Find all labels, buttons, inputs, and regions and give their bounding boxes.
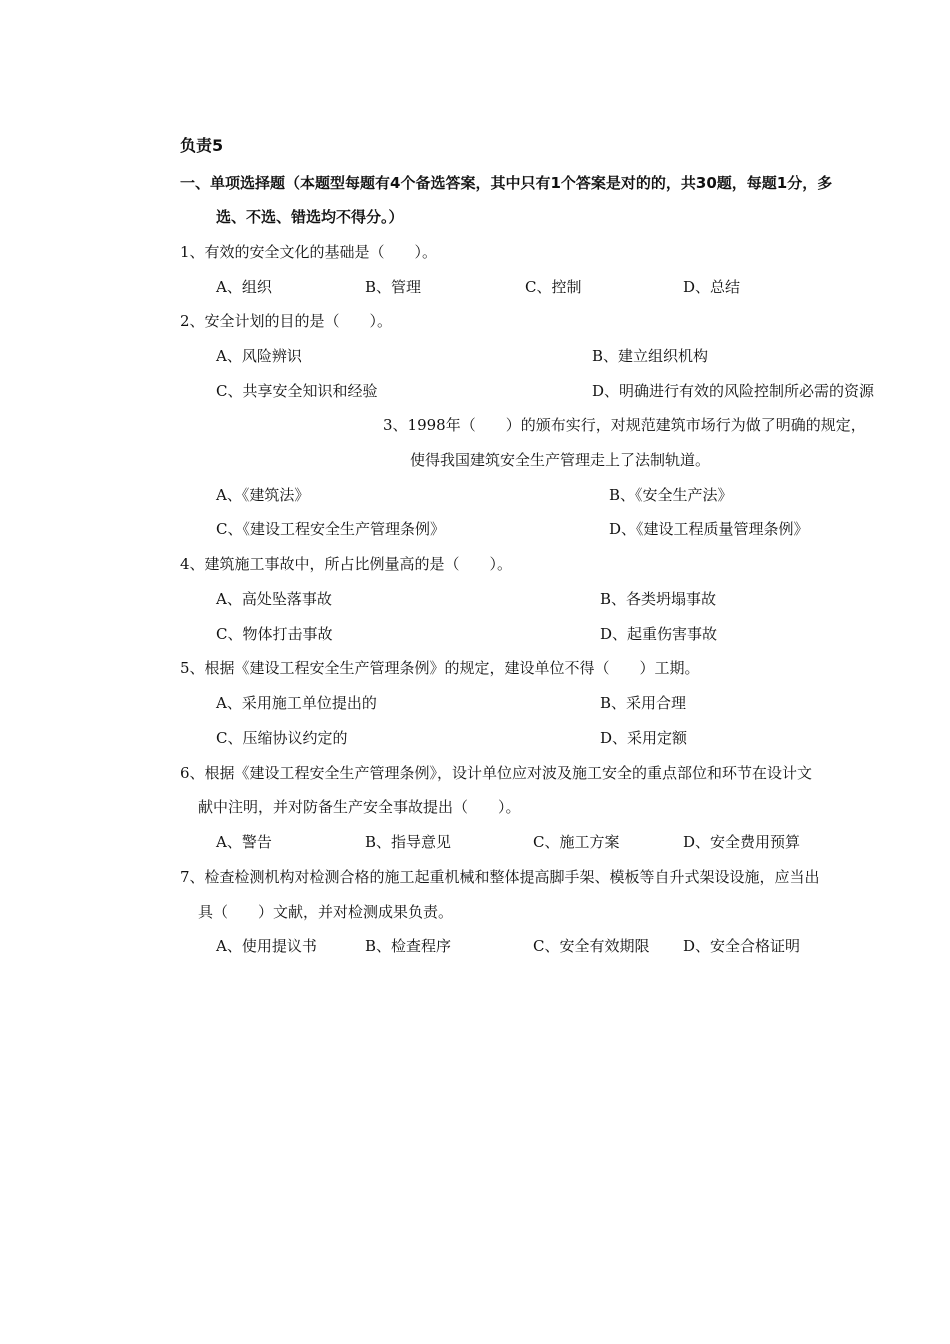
option-d: D、采用定额 <box>600 729 688 747</box>
question-stem: 1、有效的安全文化的基础是（ ）。 <box>180 243 438 261</box>
option-a: A、风险辨识 <box>216 347 302 365</box>
option-c: C、施工方案 <box>533 833 620 851</box>
question-stem-cont: 献中注明，并对防备生产安全事故提出（ ）。 <box>198 798 521 816</box>
option-a: A、组织 <box>216 278 272 296</box>
option-d: D、安全合格证明 <box>683 937 801 955</box>
option-d: D、明确进行有效的风险控制所必需的资源 <box>592 382 875 400</box>
option-b: B、检查程序 <box>365 937 452 955</box>
option-d: D、安全费用预算 <box>683 833 801 851</box>
question-stem: 4、建筑施工事故中，所占比例量高的是（ ）。 <box>180 555 513 573</box>
option-a: A、警告 <box>216 833 272 851</box>
option-b: B、指导意见 <box>365 833 452 851</box>
section-heading-cont: 选、不选、错选均不得分。） <box>216 208 404 226</box>
option-b: B、建立组织机构 <box>592 347 709 365</box>
option-b: B、《安全生产法》 <box>609 486 733 504</box>
option-b: B、管理 <box>365 278 422 296</box>
question-stem: 7、检查检测机构对检测合格的施工起重机械和整体提高脚手架、模板等自升式架设设施，应当出 <box>180 868 820 886</box>
question-stem-cont: 使得我国建筑安全生产管理走上了法制轨道。 <box>410 451 711 469</box>
question-stem: 5、根据《建设工程安全生产管理条例》的规定，建设单位不得（ ）工期。 <box>180 659 700 677</box>
question-stem: 3、1998年（ ）的颁布实行，对规范建筑市场行为做了明确的规定， <box>383 416 866 434</box>
question-stem: 6、根据《建设工程安全生产管理条例》，设计单位应对波及施工安全的重点部位和环节在设计文 <box>180 764 813 782</box>
section-heading: 一、单项选择题（本题型每题有4个备选答案，其中只有1个答案是对的的，共30题，每题1分，多 <box>180 174 833 192</box>
option-a: A、《建筑法》 <box>216 486 310 504</box>
option-d: D、《建设工程质量管理条例》 <box>609 520 809 538</box>
option-c: C、压缩协议约定的 <box>216 729 348 747</box>
option-b: B、采用合理 <box>600 694 687 712</box>
option-c: C、控制 <box>525 278 582 296</box>
option-c: C、共享安全知识和经验 <box>216 382 378 400</box>
question-stem: 2、安全计划的目的是（ ）。 <box>180 312 393 330</box>
option-c: C、安全有效期限 <box>533 937 650 955</box>
option-c: C、《建设工程安全生产管理条例》 <box>216 520 445 538</box>
question-stem-cont: 具（ ）文献，并对检测成果负责。 <box>198 903 454 921</box>
option-d: D、起重伤害事故 <box>600 625 718 643</box>
option-a: A、高处坠落事故 <box>216 590 332 608</box>
option-b: B、各类坍塌事故 <box>600 590 717 608</box>
option-a: A、采用施工单位提出的 <box>216 694 377 712</box>
option-d: D、总结 <box>683 278 741 296</box>
doc-title: 负责5 <box>180 136 224 155</box>
option-c: C、物体打击事故 <box>216 625 333 643</box>
option-a: A、使用提议书 <box>216 937 317 955</box>
